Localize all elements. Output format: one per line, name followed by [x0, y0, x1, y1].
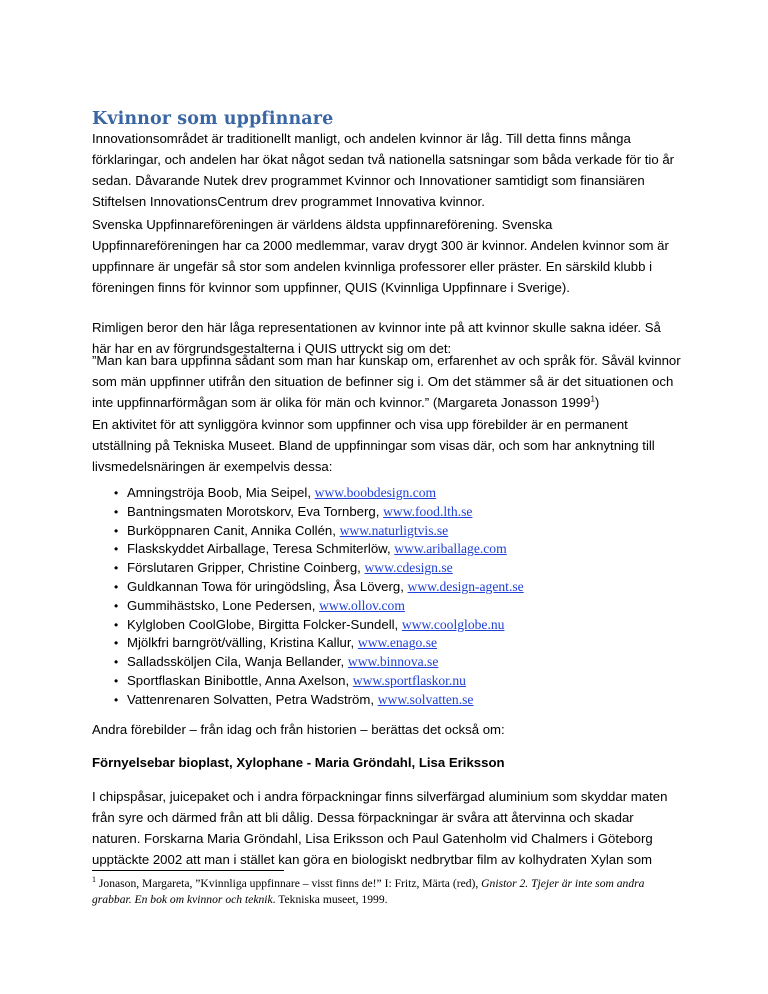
paragraph-role-models: Andra förebilder – från idag och från historien – berättas det också om:	[92, 722, 505, 737]
footnote	[92, 876, 682, 908]
list-item	[92, 672, 682, 691]
footnote-ref[interactable]: 1	[590, 394, 595, 404]
footnote-number: 1	[92, 875, 96, 885]
list-item	[92, 559, 682, 578]
list-item-text: Amningströja Boob, Mia Seipel,	[127, 485, 315, 500]
inventions-list	[92, 484, 682, 710]
footnote-text-b: . Tekniska museet, 1999.	[272, 893, 388, 906]
website-link[interactable]: www.boobdesign.com	[314, 485, 437, 500]
footnote-divider	[92, 870, 284, 871]
list-item	[92, 691, 682, 710]
list-item-text: Kylgloben CoolGlobe, Birgitta Folcker-Sundell,	[127, 616, 402, 632]
footnote-book-title: Gnistor 2. Tjejer är inte som andra grabbar. En bok om kvinnor och teknik	[92, 877, 645, 906]
bullet-icon: •	[114, 636, 119, 651]
bullet-icon: •	[114, 523, 119, 538]
list-item	[92, 484, 682, 503]
quote-close: )	[594, 395, 600, 410]
paragraph-representation: Rimligen beror den här låga representationen av kvinnor inte på att kvinnor skulle sakna idéer. Så här har en av förgrundsgestalterna i QUIS uttryckt sig om det:	[92, 320, 661, 356]
website-link[interactable]: www.design-agent.se	[407, 578, 524, 594]
paragraph-bioplast: I chipspåsar, juicepaket och i andra förpackningar finns silverfärgad aluminium som skyddar maten från syre och därmed från att bli dålig. Dessa förpackningar är svåra att återvinna och skadar naturen. Forskarna Maria Gröndahl, Lisa Eriksson och Paul Gatenholm vid Chalmers i Göteborg upptäckte 2002 att man i stället kan göra en biologiskt nedbrytbar film av kolhydraten Xylan som	[92, 789, 668, 867]
paragraph-intro: Innovationsområdet är traditionellt manligt, och andelen kvinnor är låg. Till detta finns många förklaringar, och andelen har ökat något sedan två nationella satsningar som båda verkade för tio år sedan. Dåvarande Nutek drev programmet Kvinnor och Innovationer samtidigt som finansiären Stiftelsen InnovationsCentrum drev programmet Innovativa kvinnor.	[92, 131, 675, 209]
paragraph-exhibition: En aktivitet för att synliggöra kvinnor som uppfinner och visa upp förebilder är en permanent utställning på Tekniska Museet. Bland de uppfinningar som visas där, och som har anknytning till livsmedelsnäringen är exempelvis dessa:	[92, 417, 655, 474]
quote-text: ”Man kan bara uppfinna sådant som man har kunskap om, erfarenhet av och språk för. Såväl kvinnor som män uppfinner utifrån den situation de befinner sig i. Om det stämmer så är det situationen och inte uppfinnarförmågan som är olika för män och kvinnor.” (Margareta Jonasson 1999	[92, 353, 681, 410]
list-item-text: Bantningsmaten Morotskorv, Eva Tornberg,	[127, 503, 384, 519]
bullet-icon: •	[114, 673, 119, 688]
website-link[interactable]: www.sportflaskor.nu	[352, 672, 466, 688]
bullet-icon: •	[114, 598, 119, 613]
bullet-icon: •	[114, 579, 119, 594]
list-item-text: Mjölkfri barngröt/välling, Kristina Kallur,	[127, 635, 358, 651]
bullet-icon: •	[114, 486, 119, 500]
list-item-text: Burköppnaren Canit, Annika Collén,	[127, 522, 340, 538]
website-link[interactable]: www.coolglobe.nu	[401, 616, 505, 632]
bullet-icon: •	[114, 542, 119, 557]
list-item	[92, 634, 682, 653]
list-item-text: Förslutaren Gripper, Christine Coinberg,	[127, 560, 365, 576]
bullet-icon: •	[114, 655, 119, 670]
bullet-icon: •	[114, 504, 119, 519]
list-item	[92, 503, 682, 522]
section-subheading: Förnyelsebar bioplast, Xylophane - Maria Gröndahl, Lisa Eriksson	[92, 755, 505, 770]
list-item	[92, 540, 682, 559]
website-link[interactable]: www.food.lth.se	[383, 503, 473, 519]
list-item	[92, 522, 682, 541]
list-item	[92, 578, 682, 597]
list-item	[92, 616, 682, 635]
website-link[interactable]: www.naturligtvis.se	[339, 522, 449, 538]
website-link[interactable]: www.ollov.com	[319, 597, 405, 613]
website-link[interactable]: www.binnova.se	[347, 654, 439, 670]
website-link[interactable]: www.ariballage.com	[394, 541, 507, 557]
website-link[interactable]: www.enago.se	[357, 635, 438, 651]
list-item	[92, 597, 682, 616]
paragraph-quote	[92, 350, 682, 413]
list-item-text: Guldkannan Towa för uringödsling, Åsa Löverg,	[127, 578, 408, 594]
bullet-icon: •	[114, 692, 119, 707]
list-item-text: Gummihästsko, Lone Pedersen,	[127, 597, 320, 613]
list-item-text: Flaskskyddet Airballage, Teresa Schmiterlöw,	[127, 541, 395, 557]
footnote-text-a: Jonason, Margareta, ”Kvinnliga uppfinnare – visst finns de!” I: Fritz, Märta (red),	[96, 877, 482, 890]
page-title: Kvinnor som uppfinnare	[92, 109, 334, 129]
bullet-icon: •	[114, 617, 119, 632]
list-item-text: Sportflaskan Binibottle, Anna Axelson,	[127, 672, 353, 688]
list-item-text: Vattenrenaren Solvatten, Petra Wadström,	[127, 691, 378, 707]
paragraph-association: Svenska Uppfinnareföreningen är världens äldsta uppfinnareförening. Svenska Uppfinnareföreningen har ca 2000 medlemmar, varav drygt 300 är kvinnor. Andelen kvinnor som är uppfinnare är ungefär så stor som andelen kvinnliga professorer eller präster. En särskild klubb i föreningen finns för kvinnor som uppfinner, QUIS (Kvinnliga Uppfinnare i Sverige).	[92, 217, 669, 295]
website-link[interactable]: www.cdesign.se	[364, 560, 453, 576]
list-item	[92, 653, 682, 672]
bullet-icon: •	[114, 561, 119, 576]
website-link[interactable]: www.solvatten.se	[377, 691, 474, 707]
list-item-text: Salladssköljen Cila, Wanja Bellander,	[127, 654, 348, 670]
